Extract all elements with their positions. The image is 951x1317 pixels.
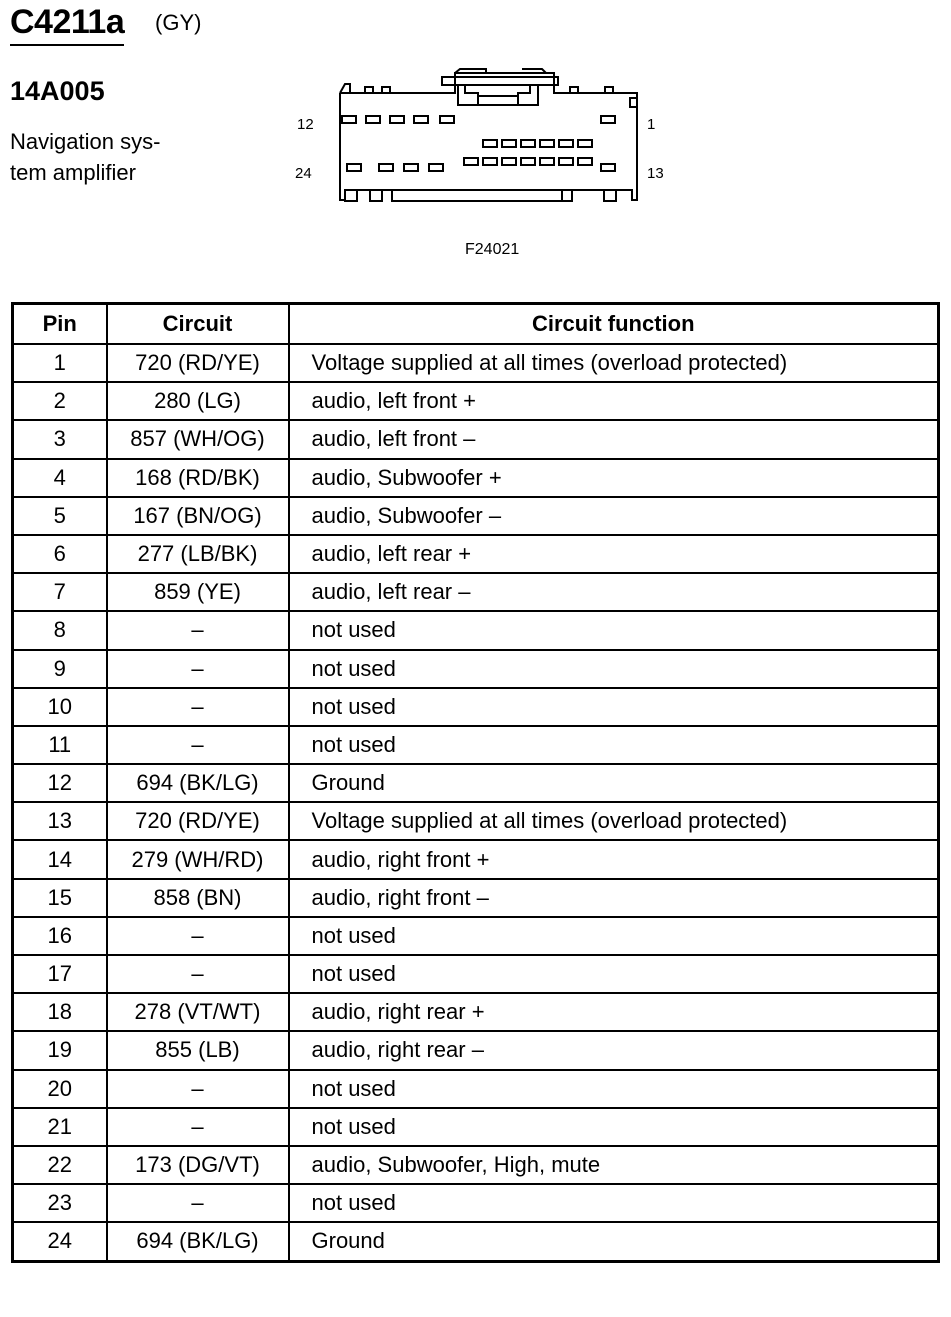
- table-row: [13, 1184, 939, 1222]
- component-description: [10, 126, 160, 188]
- circuit-cell: 167 (BN/OG): [107, 497, 289, 535]
- circuit-function-cell: audio, right rear –: [289, 1031, 939, 1069]
- circuit-function-cell: audio, left rear –: [289, 573, 939, 611]
- pin-cell: 7: [13, 573, 107, 611]
- circuit-cell: 279 (WH/RD): [107, 840, 289, 878]
- circuit-function-cell: audio, right front +: [289, 840, 939, 878]
- circuit-function-cell: audio, Subwoofer –: [289, 497, 939, 535]
- table-row: [13, 840, 939, 878]
- pin-cell: 18: [13, 993, 107, 1031]
- circuit-cell: 858 (BN): [107, 879, 289, 917]
- circuit-cell: 720 (RD/YE): [107, 344, 289, 382]
- table-row: [13, 535, 939, 573]
- circuit-cell: 859 (YE): [107, 573, 289, 611]
- pin-cell: 24: [13, 1222, 107, 1261]
- table-row: [13, 955, 939, 993]
- circuit-cell: –: [107, 1184, 289, 1222]
- pin-cell: 16: [13, 917, 107, 955]
- circuit-function-cell: audio, left front +: [289, 382, 939, 420]
- circuit-function-cell: audio, Subwoofer +: [289, 459, 939, 497]
- circuit-function-cell: Ground: [289, 764, 939, 802]
- table-row: [13, 802, 939, 840]
- circuit-cell: 278 (VT/WT): [107, 993, 289, 1031]
- circuit-cell: 720 (RD/YE): [107, 802, 289, 840]
- circuit-function-cell: audio, left front –: [289, 420, 939, 458]
- pin-cell: 10: [13, 688, 107, 726]
- description-line-1: Navigation sys-: [10, 129, 161, 154]
- circuit-cell: –: [107, 650, 289, 688]
- circuit-cell: –: [107, 611, 289, 649]
- pin-row-bottom-left: [347, 164, 443, 171]
- pin-cell: 20: [13, 1070, 107, 1108]
- part-number: 14A005: [10, 76, 105, 106]
- pin-row-top-left: [342, 116, 454, 123]
- circuit-function-cell: Ground: [289, 1222, 939, 1261]
- table-header-row: [13, 304, 939, 345]
- table-row: [13, 344, 939, 382]
- pin-row-top-right: [601, 116, 615, 123]
- circuit-cell: –: [107, 955, 289, 993]
- circuit-function-cell: not used: [289, 1108, 939, 1146]
- table-row: [13, 1031, 939, 1069]
- circuit-function-cell: audio, Subwoofer, High, mute: [289, 1146, 939, 1184]
- circuit-function-cell: not used: [289, 1070, 939, 1108]
- table-row: [13, 1222, 939, 1261]
- table-row: [13, 382, 939, 420]
- pin-cell: 12: [13, 764, 107, 802]
- table-row: [13, 726, 939, 764]
- pin-cell: 17: [13, 955, 107, 993]
- circuit-function-cell: Voltage supplied at all times (overload protected): [289, 344, 939, 382]
- circuit-function-cell: audio, right front –: [289, 879, 939, 917]
- circuit-cell: 280 (LG): [107, 382, 289, 420]
- pin-cell: 15: [13, 879, 107, 917]
- pin-cell: 19: [13, 1031, 107, 1069]
- pin-cell: 4: [13, 459, 107, 497]
- pin-row-middle: [483, 140, 592, 147]
- pin-table: [11, 302, 940, 1263]
- table-row: [13, 1146, 939, 1184]
- pin-label-13: 13: [647, 165, 664, 182]
- circuit-function-cell: Voltage supplied at all times (overload protected): [289, 802, 939, 840]
- table-row: [13, 879, 939, 917]
- latch-bar: [442, 77, 558, 85]
- circuit-cell: –: [107, 688, 289, 726]
- circuit-function-cell: not used: [289, 955, 939, 993]
- pin-cell: 23: [13, 1184, 107, 1222]
- circuit-function-cell: not used: [289, 688, 939, 726]
- circuit-cell: 855 (LB): [107, 1031, 289, 1069]
- circuit-function-cell: audio, right rear +: [289, 993, 939, 1031]
- header-circuit: Circuit: [107, 304, 289, 345]
- circuit-function-cell: not used: [289, 1184, 939, 1222]
- table-row: [13, 1108, 939, 1146]
- header-circuit-function: Circuit function: [289, 304, 939, 345]
- pin-cell: 9: [13, 650, 107, 688]
- pin-cell: 13: [13, 802, 107, 840]
- table-row: [13, 688, 939, 726]
- pin-cell: 6: [13, 535, 107, 573]
- circuit-cell: 173 (DG/VT): [107, 1146, 289, 1184]
- pin-cell: 22: [13, 1146, 107, 1184]
- circuit-cell: 694 (BK/LG): [107, 1222, 289, 1261]
- table-row: [13, 650, 939, 688]
- header-pin: Pin: [13, 304, 107, 345]
- table-row: [13, 497, 939, 535]
- pin-cell: 11: [13, 726, 107, 764]
- circuit-cell: 277 (LB/BK): [107, 535, 289, 573]
- circuit-function-cell: audio, left rear +: [289, 535, 939, 573]
- circuit-function-cell: not used: [289, 611, 939, 649]
- pin-row-bottom-right: [464, 158, 615, 171]
- figure-reference: F24021: [465, 241, 520, 258]
- pin-cell: 14: [13, 840, 107, 878]
- table-row: [13, 420, 939, 458]
- circuit-cell: 857 (WH/OG): [107, 420, 289, 458]
- circuit-cell: 168 (RD/BK): [107, 459, 289, 497]
- table-row: [13, 611, 939, 649]
- table-row: [13, 1070, 939, 1108]
- table-row: [13, 993, 939, 1031]
- table-row: [13, 459, 939, 497]
- pin-cell: 1: [13, 344, 107, 382]
- table-row: [13, 573, 939, 611]
- table-row: [13, 764, 939, 802]
- connector-color-code: (GY): [155, 10, 202, 35]
- description-line-2: tem amplifier: [10, 160, 136, 185]
- pin-cell: 5: [13, 497, 107, 535]
- circuit-function-cell: not used: [289, 917, 939, 955]
- table-row: [13, 917, 939, 955]
- pin-cell: 2: [13, 382, 107, 420]
- circuit-cell: 694 (BK/LG): [107, 764, 289, 802]
- connector-id: C4211a: [10, 2, 124, 46]
- circuit-function-cell: not used: [289, 726, 939, 764]
- circuit-function-cell: not used: [289, 650, 939, 688]
- pin-label-1: 1: [647, 116, 656, 133]
- circuit-cell: –: [107, 1070, 289, 1108]
- connector-face-diagram: [290, 60, 700, 210]
- circuit-cell: –: [107, 726, 289, 764]
- circuit-cell: –: [107, 917, 289, 955]
- pin-label-12: 12: [297, 116, 314, 133]
- pin-label-24: 24: [295, 165, 312, 182]
- pin-cell: 21: [13, 1108, 107, 1146]
- pin-cell: 8: [13, 611, 107, 649]
- pin-cell: 3: [13, 420, 107, 458]
- circuit-cell: –: [107, 1108, 289, 1146]
